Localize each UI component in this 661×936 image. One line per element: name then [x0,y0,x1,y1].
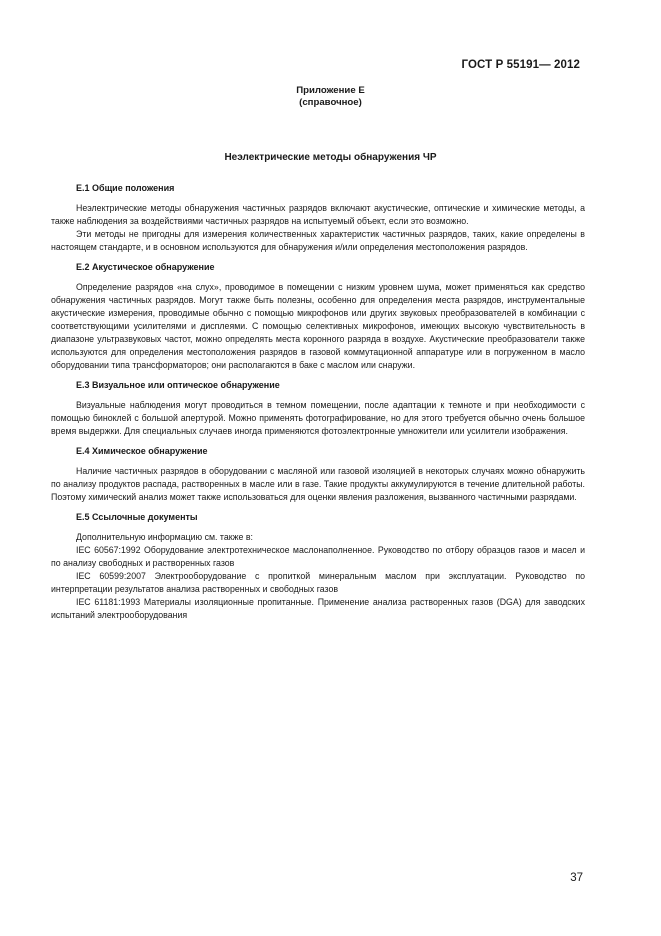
annex-type: (справочное) [299,96,362,108]
annex-label: Приложение Е [296,85,365,96]
section-e2-paragraph-1: Определение разрядов «на слух», проводимое в помещении с низким уровнем шума, может применяться как средство обнаружения частичных разрядов. Могут также быть полезны, особенно для определения места разрядов, инструментальные акустические измерения, проводимые обычно с помощью микрофонов или других звуковых преобразователей в комбинации с соответствующими усилителями и дисплеями. С помощью селективных микрофонов, имеющих высокую чувствительность в диапазоне ультразвуковых частот, можно определять места коронного разряда в воздухе. Акустические преобразователи также используются для определения местоположения разрядов в газовой коммутационной аппаратуре или в погруженном в масло оборудовании типа трансформаторов; они располагаются в баке с маслом или снаружи. [51,282,585,370]
section-heading-e5: Е.5 Ссылочные документы [76,512,198,522]
annex-title: Неэлектрические методы обнаружения ЧР [224,152,437,163]
section-heading-e4: Е.4 Химическое обнаружение [76,446,208,456]
section-heading-e2: Е.2 Акустическое обнаружение [76,262,215,272]
section-heading-e1: Е.1 Общие положения [76,183,175,193]
document-body [51,182,585,622]
section-e4-paragraph-1: Наличие частичных разрядов в оборудовании с масляной или газовой изоляцией в некоторых случаях можно обнаружить по анализу продуктов распада, растворенных в масле или в газе. Такие продукты аккумулируются в течение длительной работы. Поэтому химический анализ может также использоваться для оценки явления разложения, вызванного частичными разрядами. [51,466,585,502]
section-e1-paragraph-1: Неэлектрические методы обнаружения частичных разрядов включают акустические, оптические и химические методы, а также наблюдения за воздействиями частичных разрядов на испытуемый объект, если это возможно. [51,203,585,226]
reference-item: IEC 60567:1992 Оборудование электротехническое маслонаполненное. Руководство по отбору образцов газов и масел и по анализу свободных и растворенных газов [51,545,585,568]
page-number: 37 [570,872,583,884]
annex-label-block [0,85,661,108]
reference-item: IEC 60599:2007 Электрооборудование с пропиткой минеральным маслом при эксплуатации. Руководство по интерпретации результатов анализа растворенных и свободных газов [51,571,585,594]
section-e1-paragraph-2: Эти методы не пригодны для измерения количественных характеристик частичных разрядов, таких, какие определены в настоящем стандарте, и в основном используются для обнаружения и/или определения местоположения разрядов. [51,229,585,252]
section-heading-e3: Е.3 Визуальное или оптическое обнаружение [76,380,280,390]
section-e3-paragraph-1: Визуальные наблюдения могут проводиться в темном помещении, после адаптации к темноте и при необходимости с помощью биноклей с большой апертурой. Можно применять фотографирование, но для этого требуется обычно очень большое время выдержки. Для специальных случаев иногда применяются фотоэлектронные умножители или усилители изображения. [51,400,585,436]
reference-item: IEC 61181:1993 Материалы изоляционные пропитанные. Применение анализа растворенных газов (DGA) для заводских испытаний электрооборудования [51,597,585,620]
section-e5-intro: Дополнительную информацию см. также в: [76,532,253,542]
standard-number: ГОСТ Р 55191— 2012 [461,59,580,71]
